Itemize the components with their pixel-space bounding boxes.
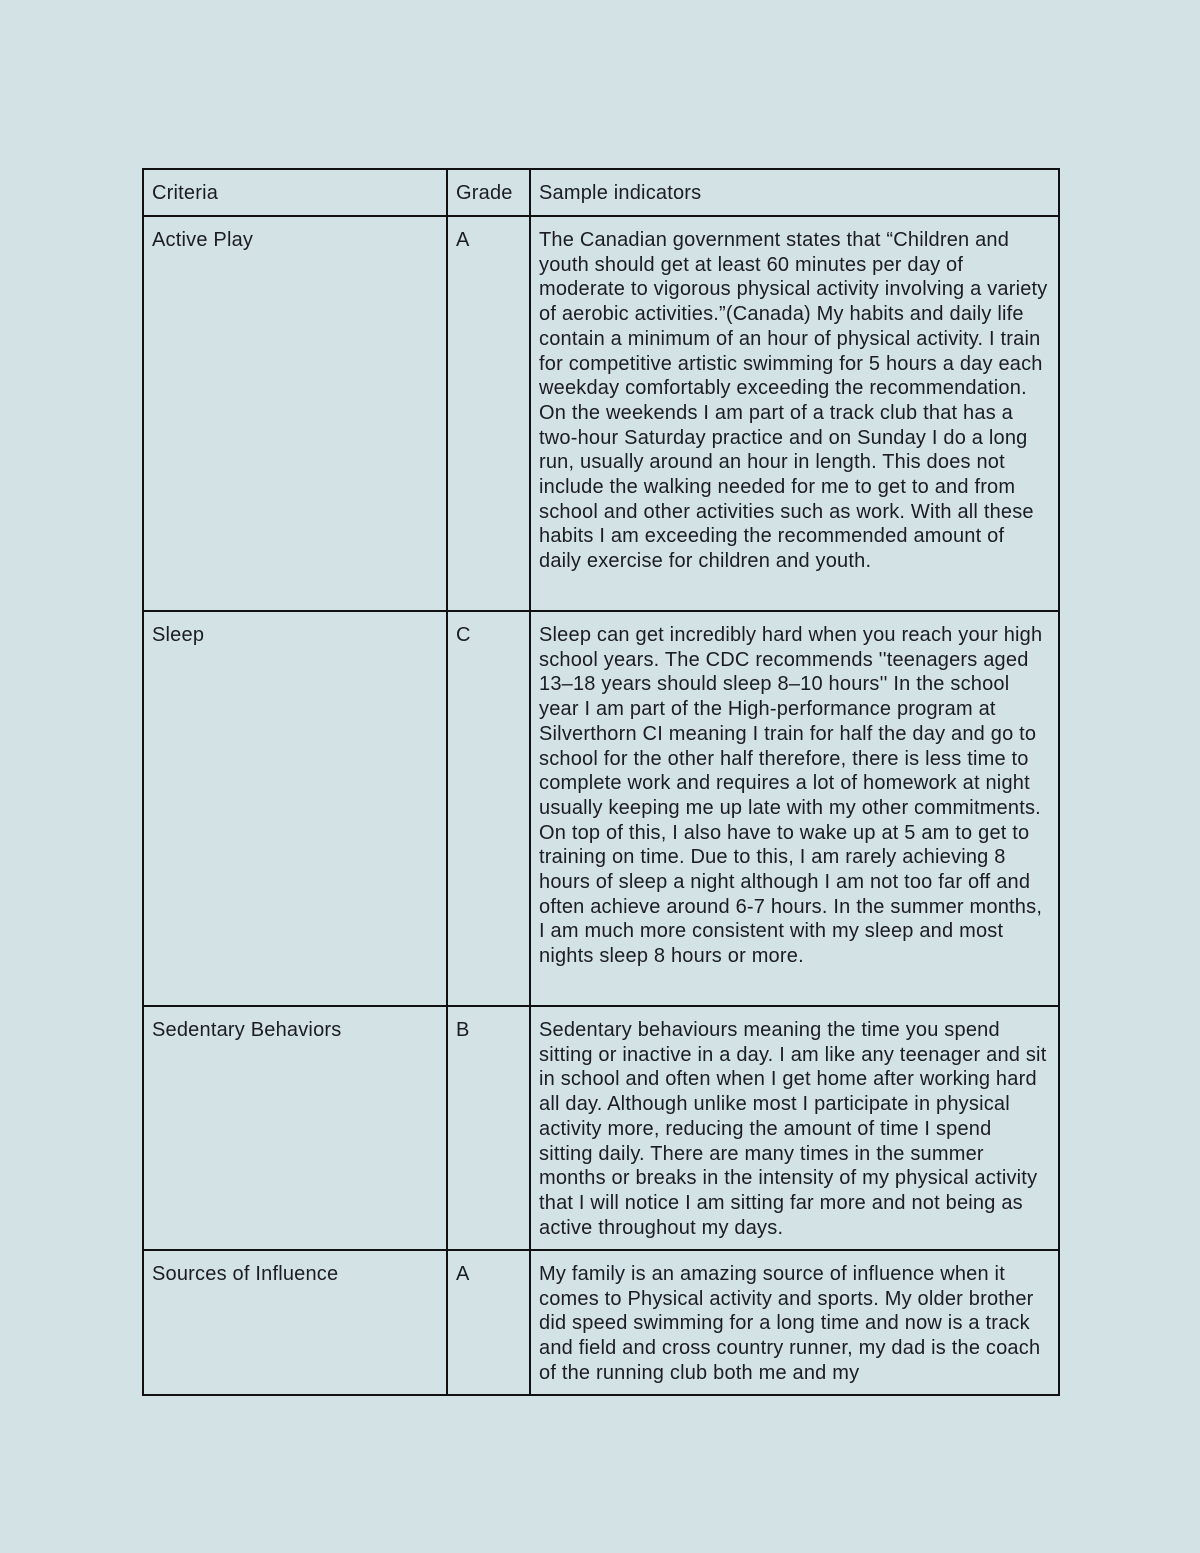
table-row xyxy=(143,611,1059,1006)
header-indicators: Sample indicators xyxy=(530,169,1059,216)
indicators-cell: The Canadian government states that “Children and youth should get at least 60 minutes per day of moderate to vigorous physical activity involving a variety of aerobic activities.”(Canada) My habits and daily life contain a minimum of an hour of physical activity. I train for competitive artistic swimming for 5 hours a day each weekday comfortably exceeding the recommendation. On the weekends I am part of a track club that has a two-hour Saturday practice and on Sunday I do a long run, usually around an hour in length. This does not include the walking needed for me to get to and from school and other activities such as work. With all these habits I am exceeding the recommended amount of daily exercise for children and youth. xyxy=(530,216,1059,611)
header-grade: Grade xyxy=(447,169,530,216)
criteria-cell: Sedentary Behaviors xyxy=(143,1006,447,1250)
table-header-row xyxy=(143,169,1059,216)
criteria-cell: Sources of Influence xyxy=(143,1250,447,1395)
table-row xyxy=(143,216,1059,611)
indicators-cell: Sedentary behaviours meaning the time you spend sitting or inactive in a day. I am like any teenager and sit in school and often when I get home after working hard all day. Although unlike most I participate in physical activity more, reducing the amount of time I spend sitting daily. There are many times in the summer months or breaks in the intensity of my physical activity that I will notice I am sitting far more and not being as active throughout my days. xyxy=(530,1006,1059,1250)
grade-cell: A xyxy=(447,216,530,611)
table-row xyxy=(143,1006,1059,1250)
criteria-cell: Active Play xyxy=(143,216,447,611)
header-criteria: Criteria xyxy=(143,169,447,216)
grade-cell: C xyxy=(447,611,530,1006)
criteria-cell: Sleep xyxy=(143,611,447,1006)
grade-cell: A xyxy=(447,1250,530,1395)
indicators-cell: My family is an amazing source of influence when it comes to Physical activity and sports. My older brother did speed swimming for a long time and now is a track and field and cross country runner, my dad is the coach of the running club both me and my xyxy=(530,1250,1059,1395)
table-row xyxy=(143,1250,1059,1395)
grade-cell: B xyxy=(447,1006,530,1250)
indicators-cell: Sleep can get incredibly hard when you reach your high school years. The CDC recommends ''teenagers aged 13–18 years should sleep 8–10 hours'' In the school year I am part of the High-performance program at Silverthorn CI meaning I train for half the day and go to school for the other half therefore, there is less time to complete work and requires a lot of homework at night usually keeping me up late with my other commitments. On top of this, I also have to wake up at 5 am to get to training on time. Due to this, I am rarely achieving 8 hours of sleep a night although I am not too far off and often achieve around 6-7 hours. In the summer months, I am much more consistent with my sleep and most nights sleep 8 hours or more. xyxy=(530,611,1059,1006)
criteria-table xyxy=(142,168,1060,1396)
